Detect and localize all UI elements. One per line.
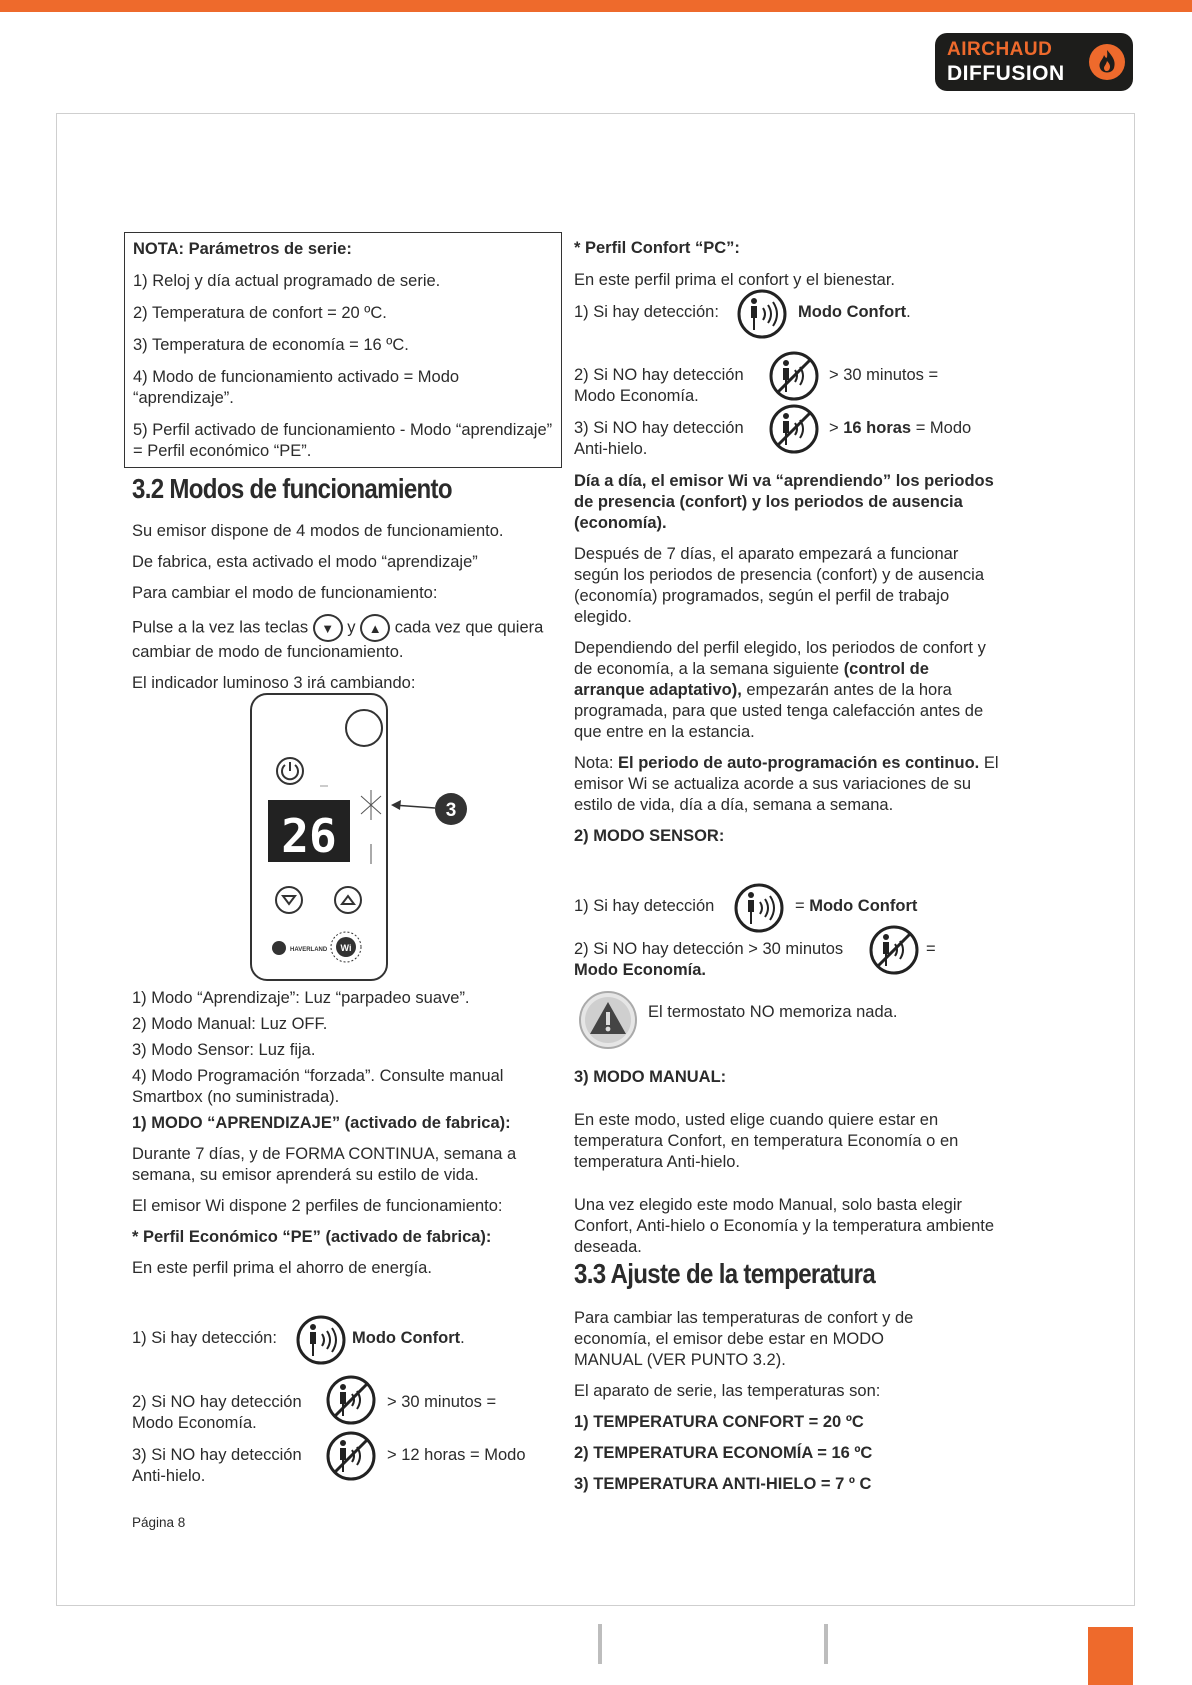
wi-badge: Wi: [340, 943, 352, 953]
pe-detection-2-result: > 30 minutos =: [387, 1393, 497, 1411]
manual-mode-title: 3) MODO MANUAL:: [574, 1068, 727, 1086]
s33-p1: Para cambiar las temperaturas de confort y de economía, el emisor debe estar en MODO MANUAL (VER PUNTO 3.2).: [574, 1309, 914, 1369]
note-item-5: 5) Perfil activado de funcionamiento - Modo “aprendizaje” = Perfil económico “PE”.: [133, 421, 553, 460]
pc-section: [574, 238, 1004, 302]
temp-economia: 2) TEMPERATURA ECONOMÍA = 16 ºC: [574, 1444, 873, 1462]
modes-list: [132, 988, 562, 1289]
mode-item-4: 4) Modo Programación “forzada”. Consulte manual Smartbox (no suministrada).: [132, 1067, 504, 1106]
panel-brand-text: HAVERLAND: [290, 947, 328, 953]
mode-item-1: 1) Modo “Aprendizaje”: Luz “parpadeo suave”.: [132, 989, 470, 1007]
control-panel-illustration: [245, 692, 475, 984]
auto-programming-note: Nota: El periodo de auto-programación es continuo. El emisor Wi se actualiza acorde a sus variaciones de su estilo de vida, día a día, semana a semana.: [574, 754, 999, 814]
note-item-2: 2) Temperatura de confort = 20 ºC.: [133, 304, 387, 322]
sensor-detection-1-result: = Modo Confort: [795, 897, 918, 915]
bottom-divider: [824, 1624, 828, 1664]
section-3-3: [574, 1258, 1014, 1289]
pc-detection-1-result: Modo Confort.: [798, 303, 911, 321]
section-3-3-title: 3.3 Ajuste de la temperatura: [574, 1258, 876, 1289]
mode-item-3: 3) Modo Sensor: Luz fija.: [132, 1041, 316, 1059]
manual-mode: [574, 1067, 1004, 1268]
flame-icon: [1087, 42, 1127, 82]
brand-logo: [935, 33, 1133, 91]
section-3-3-body: [574, 1308, 944, 1505]
change-mode-text: Para cambiar el modo de funcionamiento:: [132, 584, 438, 602]
note-item-1: 1) Reloj y día actual programado de serie.: [133, 272, 441, 290]
pc-detection-1: 1) Si hay detección:: [574, 303, 719, 321]
note-box: [124, 232, 562, 468]
note-item-4: 4) Modo de funcionamiento activado = Modo “aprendizaje”.: [133, 368, 460, 407]
pe-detection-1: 1) Si hay detección:: [132, 1329, 277, 1347]
pc-detection-3-result: > 16 horas = Modo: [829, 419, 972, 437]
mode-item-2: 2) Modo Manual: Luz OFF.: [132, 1015, 328, 1033]
down-key-icon: ▼: [313, 614, 343, 642]
pe-detection-3: 3) Si NO hay detección Anti-hielo.: [132, 1446, 302, 1485]
no-presence-icon: [325, 1374, 377, 1426]
pe-detection-3-result: > 12 horas = Modo: [387, 1446, 526, 1464]
section-3-2: [132, 473, 572, 504]
learning-mode-title: 1) MODO “APRENDIZAJE” (activado de fabrica):: [132, 1114, 511, 1132]
no-presence-icon: [768, 350, 820, 402]
adaptive-start-paragraph: Dependiendo del perfil elegido, los periodos de confort y de economía, a la semana siguiente (control de arranque adaptativo), empezarán antes de la hora programada, para que usted tenga calefacción antes de que entre en la estancia.: [574, 639, 986, 741]
note-item-3: 3) Temperatura de economía = 16 ºC.: [133, 336, 409, 354]
section-3-2-intro: [132, 521, 562, 704]
pe-p1: En este perfil prima el ahorro de energía.: [132, 1259, 432, 1277]
presence-detected-icon: [733, 882, 785, 934]
pc-title: * Perfil Confort “PC”:: [574, 239, 740, 257]
pe-detection-1-result: Modo Confort.: [352, 1329, 465, 1347]
no-presence-icon: [868, 924, 920, 976]
manual-mode-p2: Una vez elegido este modo Manual, solo basta elegir Confort, Anti-hielo o Economía y la temperatura ambiente deseada.: [574, 1196, 995, 1256]
indicator-text: El indicador luminoso 3 irá cambiando:: [132, 674, 416, 692]
s33-p2: El aparato de serie, las temperaturas son:: [574, 1382, 881, 1400]
callout-number: 3: [445, 800, 457, 821]
no-presence-icon: [768, 403, 820, 455]
warning-text: El termostato NO memoriza nada.: [648, 1003, 898, 1021]
sensor-detection-2: 2) Si NO hay detección > 30 minutos Modo Economía.: [574, 940, 844, 979]
pe-title: * Perfil Económico “PE” (activado de fabrica):: [132, 1228, 492, 1246]
up-key-icon: ▲: [360, 614, 390, 642]
display-digits: 26: [281, 809, 337, 863]
note-title: NOTA: Parámetros de serie:: [133, 240, 352, 258]
manual-mode-p1: En este modo, usted elige cuando quiere estar en temperatura Confort, en temperatura Economía o en temperatura Anti-hielo.: [574, 1111, 959, 1171]
press-keys-text: Pulse a la vez las teclas ▼ y ▲ cada vez que quiera cambiar de modo de funcionamiento.: [132, 614, 562, 663]
warning-icon: [578, 990, 638, 1050]
bottom-divider: [598, 1624, 602, 1664]
top-accent-bar: [0, 0, 1192, 12]
temp-antihielo: 3) TEMPERATURA ANTI-HIELO = 7 º C: [574, 1475, 872, 1493]
brand-line2: DIFFUSION: [947, 62, 1065, 85]
learning-mode-p1: Durante 7 días, y de FORMA CONTINUA, semana a semana, su emisor aprenderá su estilo de vida.: [132, 1145, 517, 1184]
presence-detected-icon: [295, 1314, 347, 1366]
section-3-2-title: 3.2 Modos de funcionamiento: [132, 473, 452, 504]
right-body: [574, 471, 1004, 857]
presence-detected-icon: [736, 288, 788, 340]
sensor-mode-title: 2) MODO SENSOR:: [574, 827, 725, 845]
pc-detection-2: 2) Si NO hay detección Modo Economía.: [574, 366, 744, 405]
pc-p1: En este perfil prima el confort y el bienestar.: [574, 271, 895, 289]
sensor-detection-1: 1) Si hay detección: [574, 897, 715, 915]
pc-detection-2-result: > 30 minutos =: [829, 366, 939, 384]
sensor-detection-2-eq: =: [926, 940, 936, 958]
no-presence-icon: [325, 1430, 377, 1482]
pe-detection-2: 2) Si NO hay detección Modo Economía.: [132, 1393, 302, 1432]
after-7-days-paragraph: Después de 7 días, el aparato empezará a funcionar según los periodos de presencia (confort) y de ausencia (economía) programados, según el perfil de trabajo elegido.: [574, 545, 984, 626]
factory-mode-text: De fabrica, esta activado el modo “aprendizaje”: [132, 553, 478, 571]
learning-mode-p2: El emisor Wi dispone 2 perfiles de funcionamiento:: [132, 1197, 503, 1215]
temp-confort: 1) TEMPERATURA CONFORT = 20 ºC: [574, 1413, 864, 1431]
learning-bold-paragraph: Día a día, el emisor Wi va “aprendiendo” los periodos de presencia (confort) y los periodos de ausencia (economía).: [574, 472, 994, 532]
bottom-accent-block: [1088, 1627, 1133, 1685]
page-number: Página 8: [132, 1515, 186, 1530]
modes-count-text: Su emisor dispone de 4 modos de funcionamiento.: [132, 522, 504, 540]
brand-line1: AIRCHAUD: [947, 39, 1053, 60]
pc-detection-3: 3) Si NO hay detección Anti-hielo.: [574, 419, 744, 458]
